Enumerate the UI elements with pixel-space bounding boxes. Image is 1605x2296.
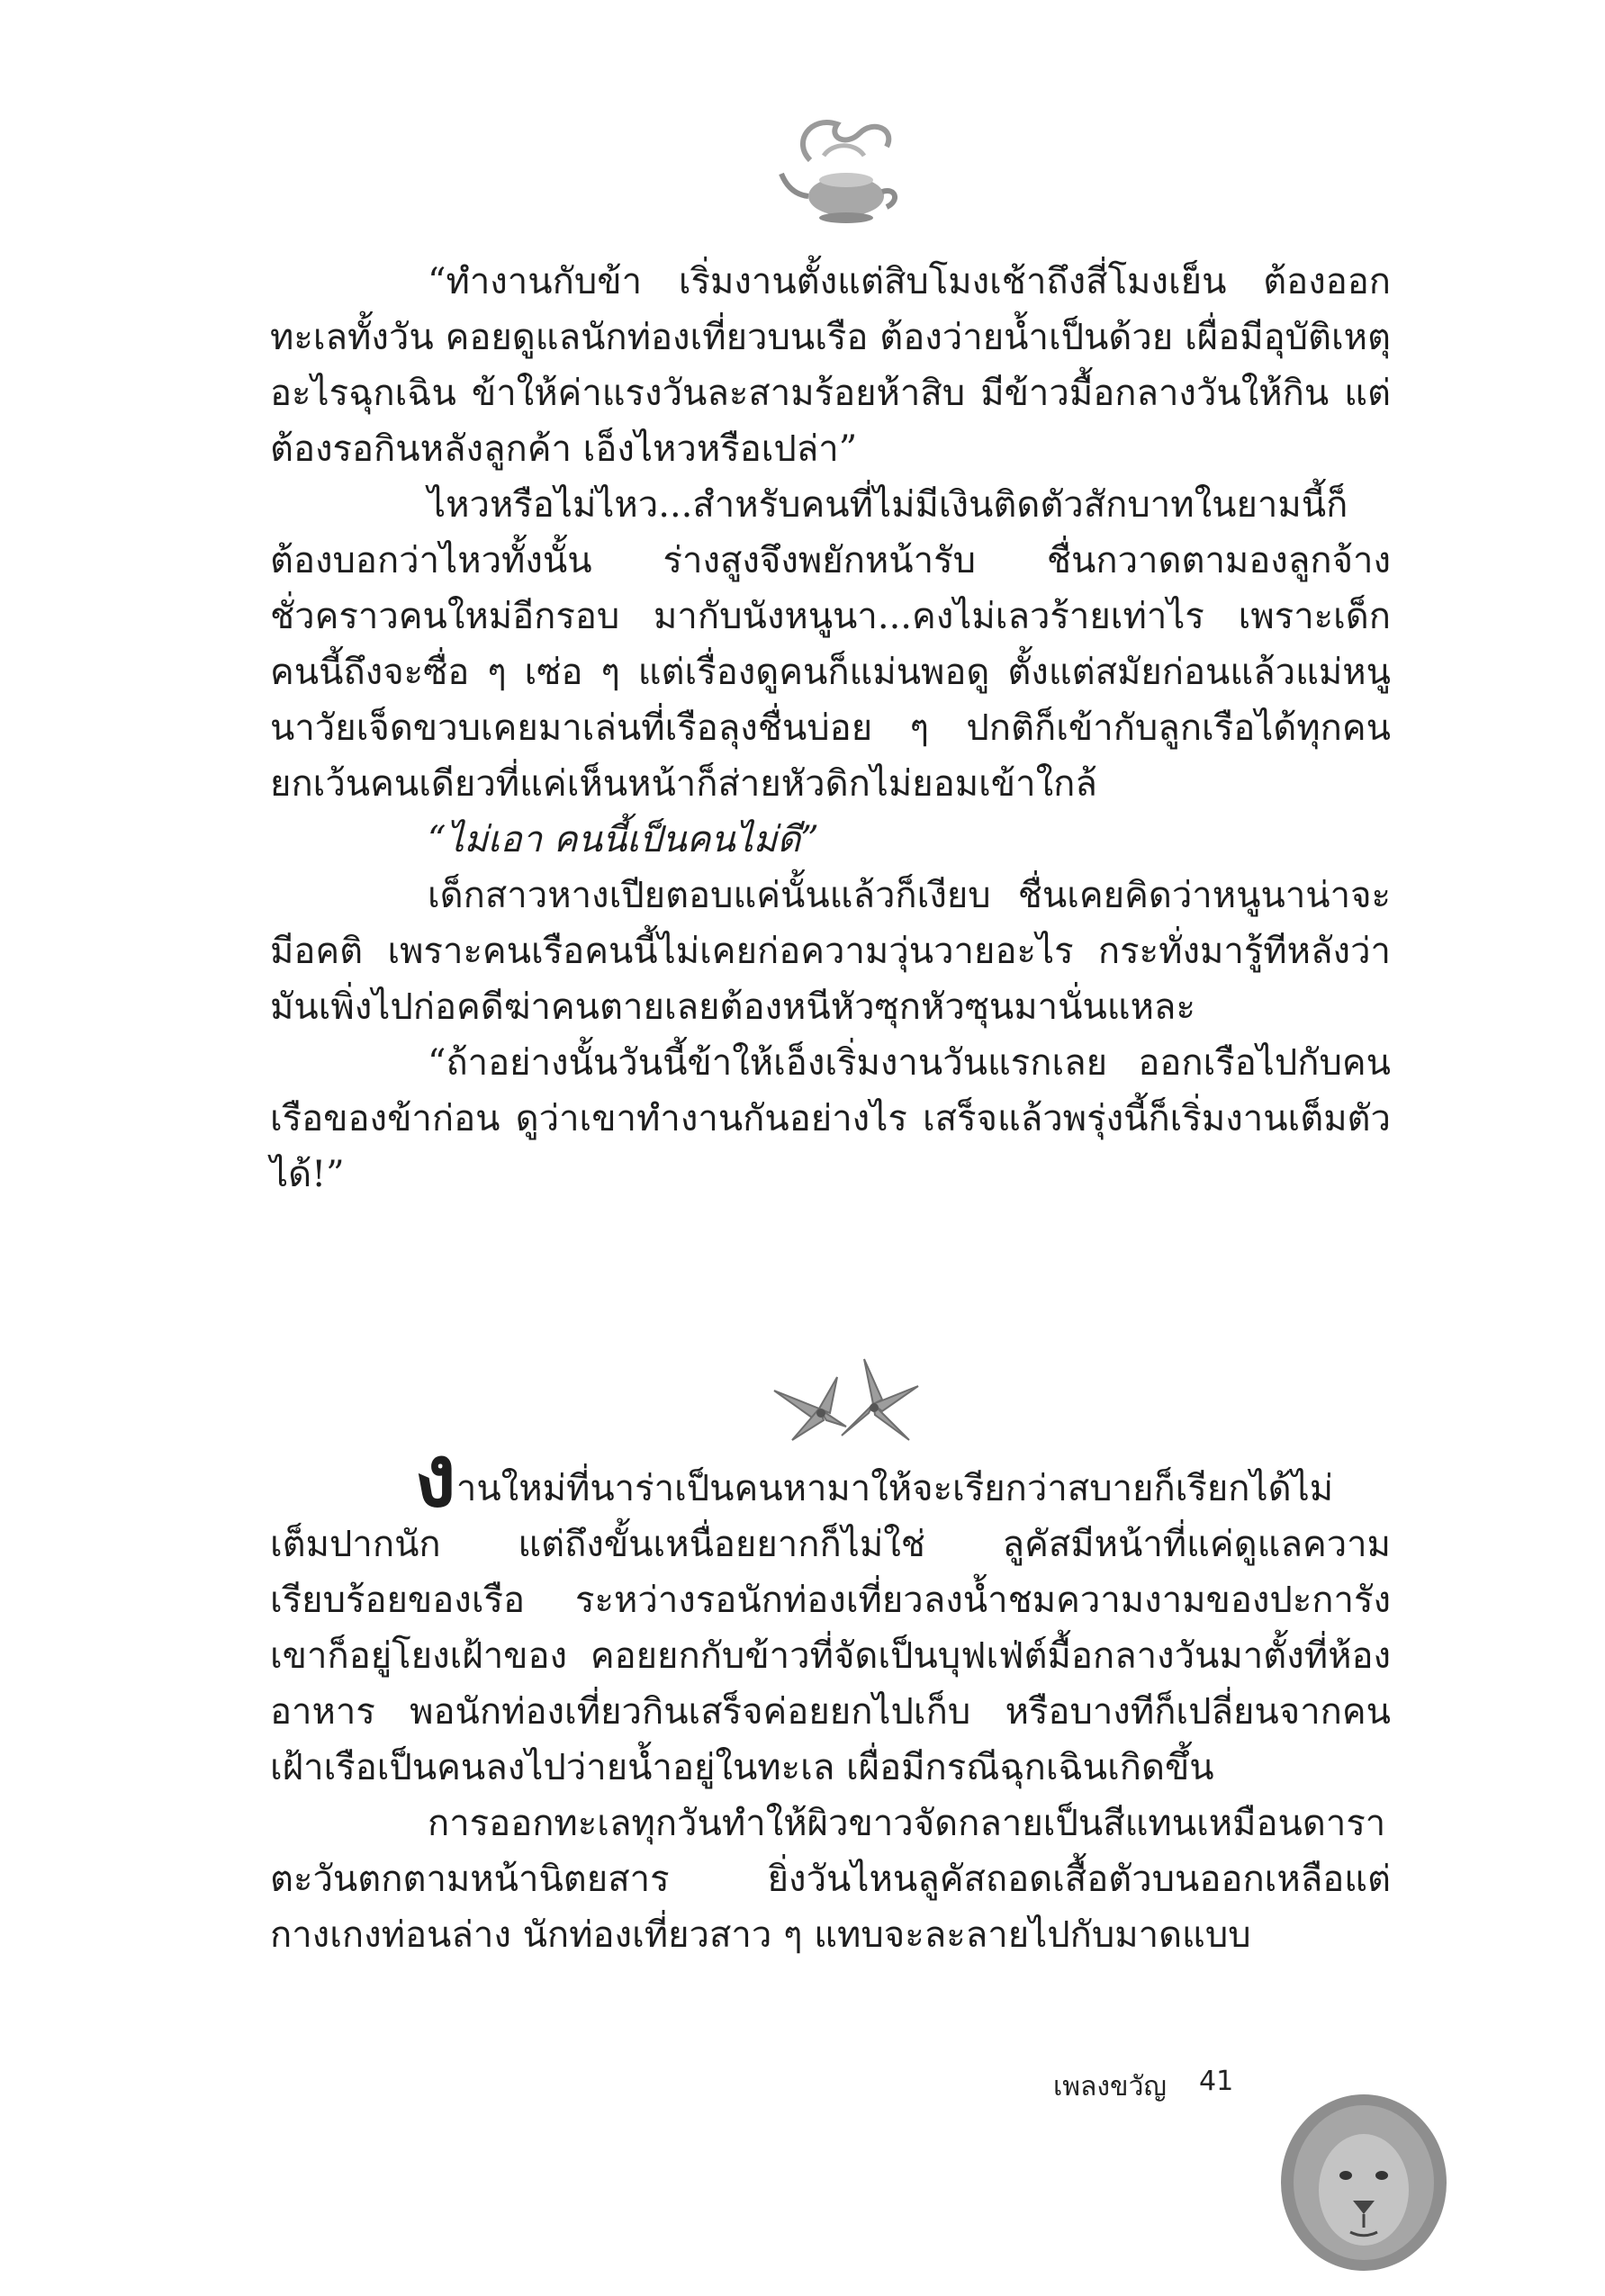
lion-head-icon — [1274, 2093, 1454, 2282]
teapot-ornament-icon — [774, 106, 909, 232]
paragraph-text: านใหม่ที่นาร่าเป็นคนหามาให้จะเรียกว่าสบายก็เรียกได้ไม่เต็มปากนัก แต่ถึงขั้นเหนื่อยยากก็ไม่ใช่ ลูคัสมีหน้าที่แค่ดูแลความเรียบร้อยของเรือ ระหว่างรอนักท่องเที่ยวลงน้ำชมความงามของปะการังเขาก็อยู่โยงเฝ้าของ คอยยกกับข้าวที่จัดเป็นบุฟเฟ่ต์มื้อกลางวันมาตั้งที่ห้องอาหาร พอนักท่องเที่ยวกินเสร็จค่อยยกไปเก็บ หรือบางทีก็เปลี่ยนจากคนเฝ้าเรือเป็นคนลงไปว่ายน้ำอยู่ในทะเล เผื่อมีกรณีฉุกเฉินเกิดขึ้น — [270, 1468, 1391, 1788]
section-two-text — [270, 1426, 1391, 1963]
paragraph: ไหวหรือไม่ไหว...สำหรับคนที่ไม่มีเงินติดตัวสักบาทในยามนี้ก็ต้องบอกว่าไหวทั้งนั้น ร่างสูงจึงพยักหน้ารับ ชื่นกวาดตามองลูกจ้างชั่วคราวคนใหม่อีกรอบ มากับนังหนูนา...คงไม่เลวร้ายเท่าไร เพราะเด็กคนนี้ถึงจะซื่อ ๆ เซ่อ ๆ แต่เรื่องดูคนก็แม่นพอดู ตั้งแต่สมัยก่อนแล้วแม่หนูนาวัยเจ็ดขวบเคยมาเล่นที่เรือลุงชื่นบ่อย ๆ ปกติก็เข้ากับลูกเรือได้ทุกคน ยกเว้นคนเดียวที่แค่เห็นหน้าก็ส่ายหัวดิกไม่ยอมเข้าใกล้ — [270, 484, 1391, 805]
lily-flowers-icon — [756, 1350, 936, 1458]
paragraph: “ทำงานกับข้า เริ่มงานตั้งแต่สิบโมงเช้าถึงสี่โมงเย็น ต้องออกทะเลทั้งวัน คอยดูแลนักท่องเที่ยวบนเรือ ต้องว่ายน้ำเป็นด้วย เผื่อมีอุบัติเหตุอะไรฉุกเฉิน ข้าให้ค่าแรงวันละสามร้อยห้าสิบ มีข้าวมื้อกลางวันให้กิน แต่ต้องรอกินหลังลูกค้า เอ็งไหวหรือเปล่า” — [270, 261, 1391, 470]
section-one-text — [270, 254, 1391, 1202]
paragraph-with-dropcap — [270, 1426, 1391, 1796]
paragraph: “ถ้าอย่างนั้นวันนี้ข้าให้เอ็งเริ่มงานวันแรกเลย ออกเรือไปกับคนเรือของข้าก่อน ดูว่าเขาทำงานกันอย่างไร เสร็จแล้วพรุ่งนี้ก็เริ่มงานเต็มตัวได้!” — [270, 1042, 1391, 1195]
paragraph: การออกทะเลทุกวันทำให้ผิวขาวจัดกลายเป็นสีแทนเหมือนดาราตะวันตกตามหน้านิตยสาร ยิ่งวันไหนลูคัสถอดเสื้อตัวบนออกเหลือแต่กางเกงท่อนล่าง นักท่องเที่ยวสาว ๆ แทบจะละลายไปกับมาดแบบ — [270, 1803, 1391, 1956]
book-title: เพลงขวัญ — [1053, 2071, 1167, 2102]
page-footer — [1053, 2066, 1233, 2108]
drop-cap: ง — [414, 1426, 456, 1526]
italic-quote: “ไม่เอา คนนี้เป็นคนไม่ดี” — [428, 819, 819, 860]
paragraph: เด็กสาวหางเปียตอบแค่นั้นแล้วก็เงียบ ชื่นเคยคิดว่าหนูนาน่าจะมีอคติ เพราะคนเรือคนนี้ไม่เคยก่อความวุ่นวายอะไร กระทั่งมารู้ทีหลังว่ามันเพิ่งไปก่อคดีฆ่าคนตายเลยต้องหนีหัวซุกหัวซุนมานั่นแหละ — [270, 875, 1391, 1028]
page-number: 41 — [1198, 2066, 1234, 2097]
